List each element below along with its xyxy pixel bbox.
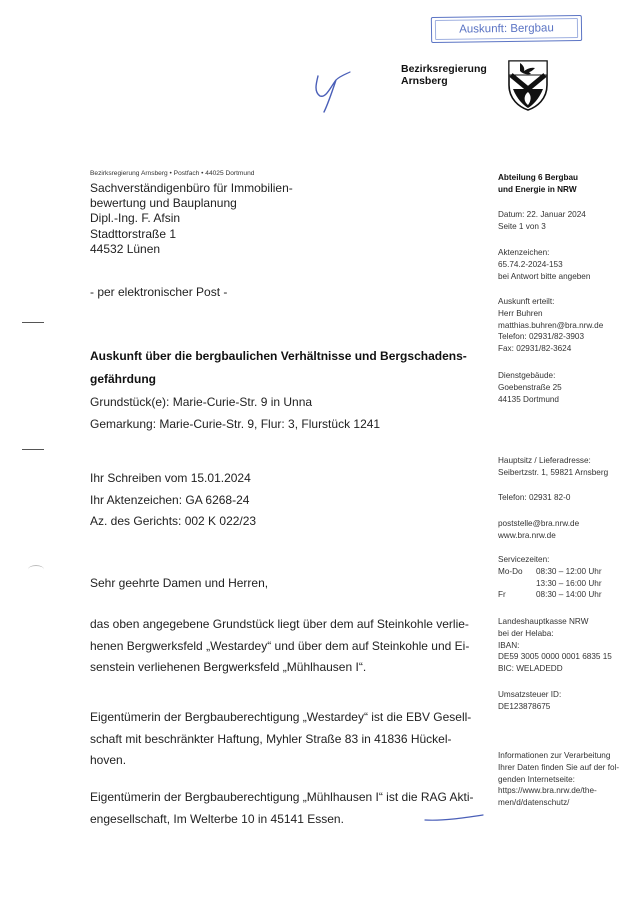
hq-contact-block: [498, 518, 633, 542]
department-line2: und Energie in NRW: [498, 184, 577, 194]
service-row: [498, 566, 633, 578]
privacy-line: genden Internetseite:: [498, 774, 575, 784]
reference-line: Ihr Aktenzeichen: GA 6268-24: [90, 492, 250, 507]
salutation: Sehr geehrte Damen und Herren,: [90, 576, 269, 590]
service-time: 08:30 – 14:00 Uhr: [536, 590, 602, 600]
tax-id: DE123878675: [498, 701, 551, 711]
recipient-line: Stadttorstraße 1: [90, 226, 177, 241]
paragraph-line: Eigentümerin der Bergbauberechtigung „Westardey“ ist die EBV Gesell-: [90, 710, 472, 724]
service-time: 13:30 – 16:00 Uhr: [536, 578, 602, 588]
service-time: 08:30 – 12:00 Uhr: [536, 566, 602, 576]
nrw-coat-of-arms-icon: [507, 59, 549, 111]
iban-label: IBAN:: [498, 640, 520, 650]
date-line: Datum: 22. Januar 2024: [498, 210, 586, 219]
building-city: 44135 Dortmund: [498, 394, 559, 404]
headquarters-block: [498, 455, 633, 479]
date-block: [498, 209, 633, 233]
service-label: Servicezeiten:: [498, 555, 550, 564]
reference-block: [90, 468, 256, 533]
file-note: bei Antwort bitte angeben: [498, 271, 591, 281]
file-label: Aktenzeichen:: [498, 248, 550, 257]
organization-name: [401, 63, 501, 87]
iban-value: DE59 3005 0000 0001 6835 15: [498, 652, 612, 662]
paragraph-line: henen Bergwerksfeld „Westardey“ und über dem auf Steinkohle und Ei-: [90, 638, 470, 653]
paragraph-line: hoven.: [90, 753, 127, 767]
recipient-line: Sachverständigenbüro für Immobilien-: [90, 181, 293, 195]
letter-subject: [90, 345, 490, 435]
paragraph-line: das oben angegebene Grundstück liegt über dem auf Steinkohle verlie-: [90, 617, 469, 631]
contact-fax: Fax: 02931/82-3624: [498, 344, 572, 354]
page-count: Seite 1 von 3: [498, 221, 546, 231]
punch-mark: [28, 565, 44, 574]
hq-label: Hauptsitz / Lieferadresse:: [498, 456, 591, 465]
paragraph-line: senstein verliehenen Bergwerksfeld „Mühlhausen I“.: [90, 660, 367, 674]
file-number-block: [498, 247, 633, 282]
paragraph-line: schaft mit beschränkter Haftung, Myhler Straße 83 in 41836 Hückel-: [90, 731, 452, 746]
handwritten-paraph: [306, 62, 356, 116]
bank-line2: bei der Helaba:: [498, 628, 554, 638]
recipient-line: Dipl.-Ing. F. Afsin: [90, 211, 181, 226]
service-day: Fr: [498, 590, 506, 600]
service-row: [498, 578, 633, 590]
delivery-note: - per elektronischer Post -: [90, 285, 228, 299]
department-line1: Abteilung 6 Bergbau: [498, 173, 579, 182]
sender-return-line: Bezirksregierung Arnsberg • Postfach • 44025 Dortmund: [90, 170, 255, 177]
privacy-block: [498, 750, 633, 809]
privacy-link[interactable]: https://www.bra.nrw.de/the-: [498, 786, 597, 796]
bic-value: BIC: WELADEDD: [498, 664, 563, 674]
handwritten-underline: [423, 812, 485, 824]
fold-mark: [22, 322, 44, 323]
subject-line1: Auskunft über die bergbaulichen Verhältnisse und Bergschadens-: [90, 349, 467, 363]
paragraph-line: engesellschaft, Im Welterbe 10 in 45141 Essen.: [90, 811, 344, 826]
paragraph-owner-westardey: [90, 707, 490, 772]
contact-block: [498, 296, 633, 355]
property-line: Grundstück(e): Marie-Curie-Str. 9 in Unna: [90, 395, 313, 409]
hq-phone: Telefon: 02931 82-0: [498, 493, 571, 502]
department-block: [498, 172, 633, 196]
organization-name-line2: Arnsberg: [401, 75, 448, 87]
bank-block: [498, 616, 633, 675]
service-row: [498, 589, 633, 601]
bank-line1: Landeshauptkasse NRW: [498, 617, 589, 626]
file-number: 65.74.2-2024-153: [498, 259, 563, 269]
privacy-line: Informationen zur Verarbeitung: [498, 751, 611, 760]
building-block: [498, 370, 633, 405]
service-day: [498, 578, 536, 590]
service-hours-block: [498, 554, 633, 601]
hq-web: www.bra.nrw.de: [498, 530, 556, 540]
auskunft-bergbau-stamp: Auskunft: Bergbau: [431, 15, 582, 43]
privacy-line: Ihrer Daten finden Sie auf der fol-: [498, 762, 620, 772]
building-label: Dienstgebäude:: [498, 371, 556, 380]
contact-email: matthias.buhren@bra.nrw.de: [498, 320, 604, 330]
contact-label: Auskunft erteilt:: [498, 297, 555, 306]
recipient-line: bewertung und Bauplanung: [90, 196, 237, 211]
building-street: Goebenstraße 25: [498, 382, 562, 392]
organization-name-line1: Bezirksregierung: [401, 63, 487, 75]
hq-address: Seibertzstr. 1, 59821 Arnsberg: [498, 467, 609, 477]
tax-block: [498, 689, 633, 713]
recipient-address: [90, 181, 293, 257]
hq-email: poststelle@bra.nrw.de: [498, 519, 580, 528]
subject-line2: gefährdung: [90, 372, 156, 386]
tax-label: Umsatzsteuer ID:: [498, 690, 562, 699]
recipient-line: 44532 Lünen: [90, 241, 161, 256]
reference-line: Ihr Schreiben vom 15.01.2024: [90, 471, 251, 485]
fold-mark: [22, 449, 44, 450]
paragraph-line: Eigentümerin der Bergbauberechtigung „Mühlhausen I“ ist die RAG Akti-: [90, 790, 474, 804]
reference-line: Az. des Gerichts: 002 K 022/23: [90, 514, 257, 528]
privacy-link[interactable]: men/d/datenschutz/: [498, 798, 570, 808]
service-day: Mo-Do: [498, 566, 523, 576]
paragraph-mining-fields: [90, 614, 490, 679]
cadastral-line: Gemarkung: Marie-Curie-Str. 9, Flur: 3, Flurstück 1241: [90, 417, 381, 431]
contact-name: Herr Buhren: [498, 308, 543, 318]
contact-phone: Telefon: 02931/82-3903: [498, 332, 585, 342]
